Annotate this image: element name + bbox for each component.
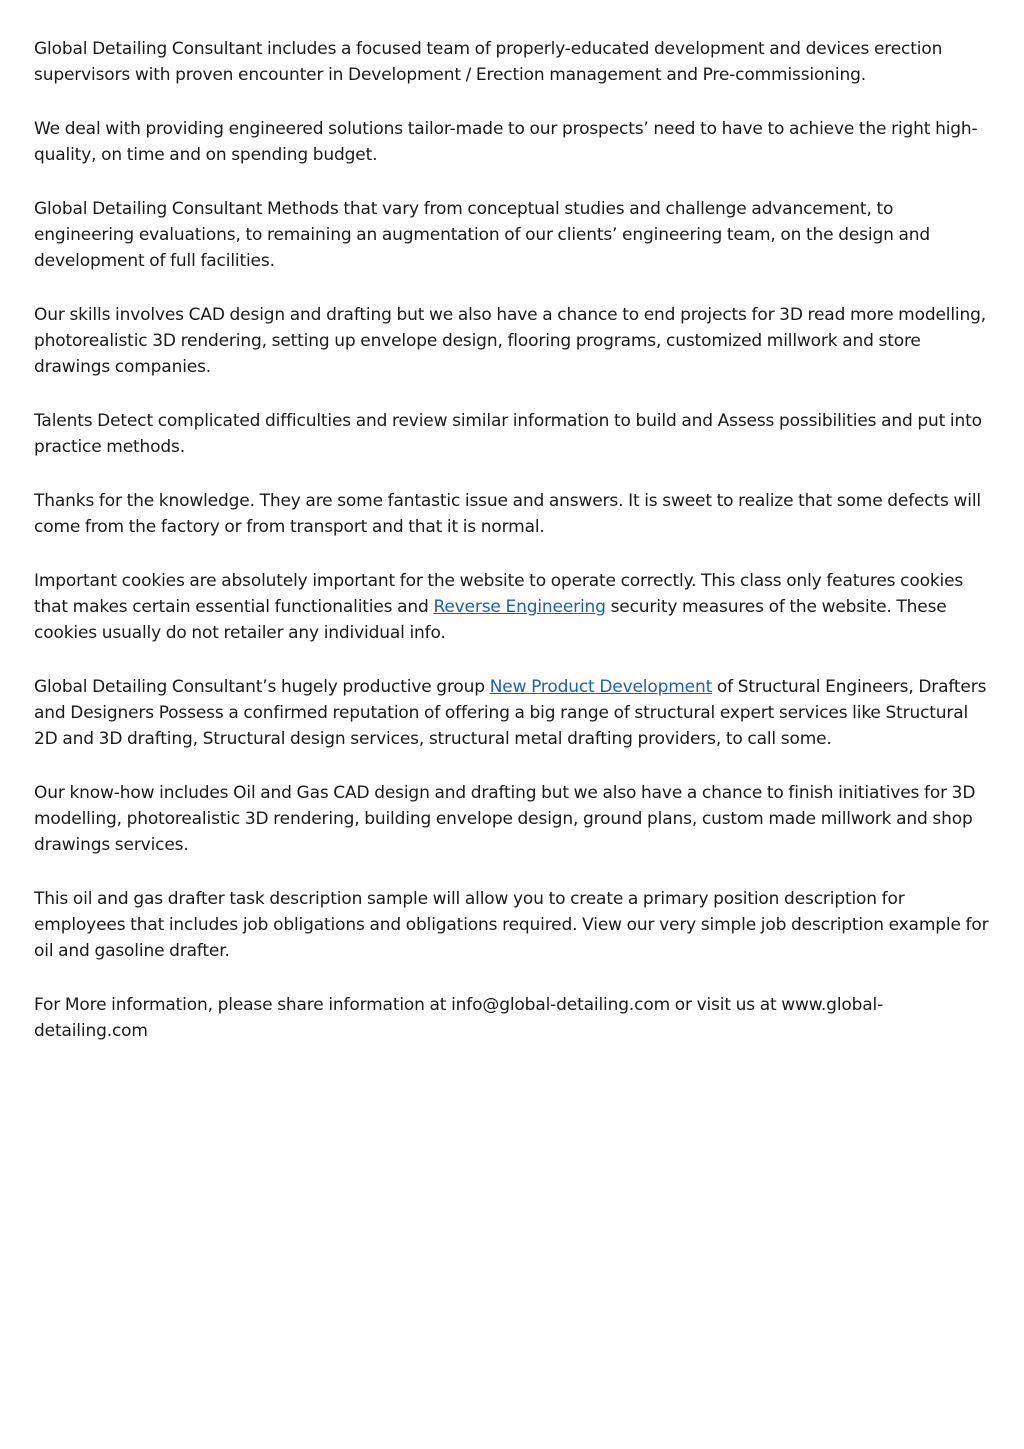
paragraph-talents: Talents Detect complicated difficulties and review similar information to build and Assess possibilities and put into practice methods. bbox=[34, 411, 982, 457]
paragraph-cad-skills: Our skills involves CAD design and drafting but we also have a chance to end projects for 3D read more modelling, photorealistic 3D rendering, setting up envelope design, flooring programs, customized millwork and store drawings companies. bbox=[34, 305, 987, 377]
paragraph-contact-info: For More information, please share information at info@global-detailing.com or visit us at www.global-detailing.com bbox=[34, 995, 884, 1041]
paragraph-cookies-before: Important cookies are absolutely important for the website to operate correctly. This class only features cookies that makes certain essential functionalities and bbox=[34, 571, 964, 617]
paragraph-thanks: Thanks for the knowledge. They are some fantastic issue and answers. It is sweet to realize that some defects will come from the factory or from transport and that it is normal. bbox=[34, 491, 981, 537]
paragraph-cookies bbox=[34, 568, 992, 646]
paragraph-drafter-job-description: This oil and gas drafter task description sample will allow you to create a primary position description for employees that includes job obligations and obligations required. View our very simple job description example for oil and gasoline drafter. bbox=[34, 889, 989, 961]
document-body bbox=[34, 36, 992, 1072]
paragraph-structural-before: Global Detailing Consultant’s hugely productive group bbox=[34, 677, 490, 697]
paragraph-structural-after: of Structural Engineers, Drafters and Designers Possess a confirmed reputation of offering a big range of structural expert services like Structural 2D and 3D drafting, Structural design services, structural metal drafting providers, to call some. bbox=[34, 677, 987, 749]
paragraph-oil-gas-cad: Our know-how includes Oil and Gas CAD design and drafting but we also have a chance to finish initiatives for 3D modelling, photorealistic 3D rendering, building envelope design, ground plans, custom made millwork and shop drawings services. bbox=[34, 783, 976, 855]
paragraph-methods: Global Detailing Consultant Methods that vary from conceptual studies and challenge advancement, to engineering evaluations, to remaining an augmentation of our clients’ engineering team, on the design and development of full facilities. bbox=[34, 199, 930, 271]
reverse-engineering-link[interactable]: Reverse Engineering bbox=[433, 597, 606, 617]
paragraph-cookies-after: security measures of the website. These cookies usually do not retailer any individual info. bbox=[34, 597, 947, 643]
new-product-development-link[interactable]: New Product Development bbox=[489, 677, 713, 697]
paragraph-team-intro: Global Detailing Consultant includes a focused team of properly-educated development and devices erection supervisors with proven encounter in Development / Erection management and Pre-commissioning. bbox=[34, 39, 943, 85]
paragraph-engineered-solutions: We deal with providing engineered solutions tailor-made to our prospects’ need to have to achieve the right high-quality, on time and on spending budget. bbox=[34, 119, 978, 165]
paragraph-structural-group bbox=[34, 674, 992, 752]
